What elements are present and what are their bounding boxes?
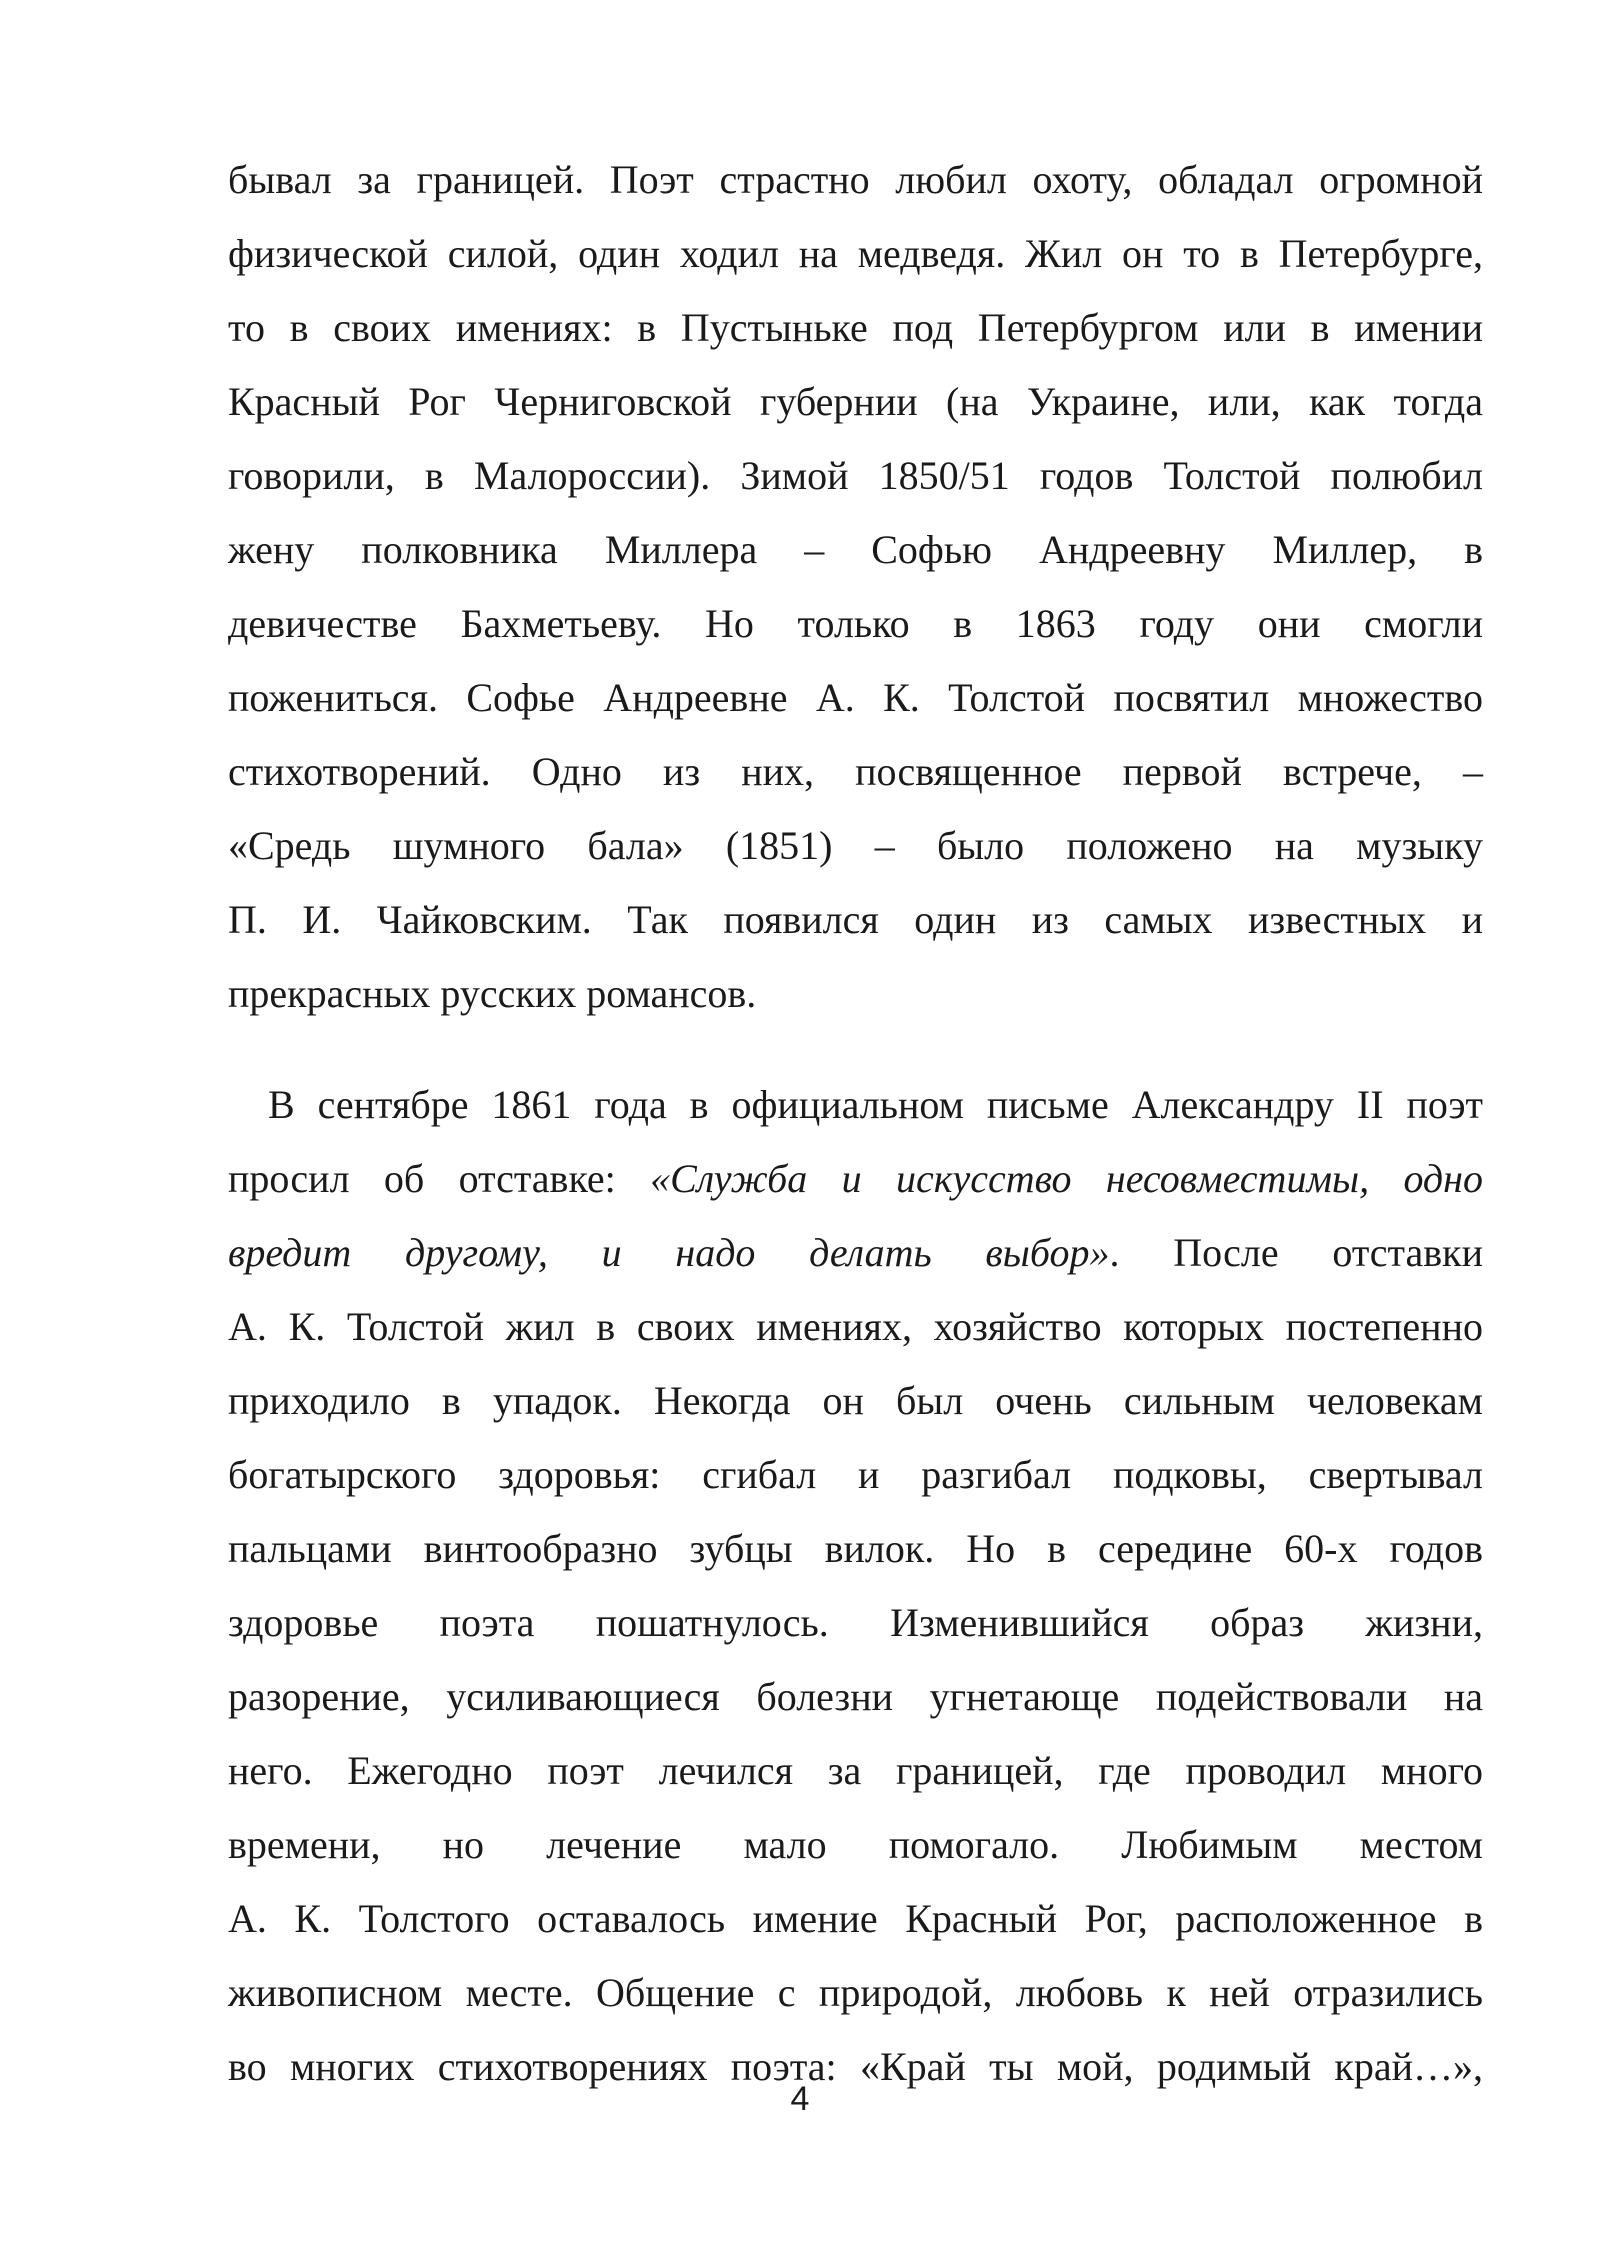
text-line: живописном месте. Общение с природой, любовь к ней отразились [228, 1970, 1483, 2015]
text-line: времени, но лечение мало помогало. Любимым местом [228, 1822, 1483, 1867]
text-fragment: просил об отставке: [228, 1156, 651, 1201]
text-line-with-quote [228, 1216, 1483, 1290]
text-line: здоровье поэта пошатнулось. Изменившийся образ жизни, [228, 1600, 1483, 1645]
text-line: девичестве Бахметьеву. Но только в 1863 году они смогли [228, 601, 1483, 646]
text-line: физической силой, один ходил на медведя. Жил он то в Петербурге, [228, 231, 1483, 276]
text-line: «Средь шумного бала» (1851) – было положено на музыку [228, 823, 1483, 868]
text-line: пальцами винтообразно зубцы вилок. Но в середине 60-х годов [228, 1526, 1483, 1571]
text-line: во многих стихотворениях поэта: «Край ты мой, родимый край…», [228, 2044, 1483, 2089]
text-line: богатырского здоровья: сгибал и разгибал подковы, свертывал [228, 1452, 1483, 1497]
text-line: приходило в упадок. Некогда он был очень сильным человекам [228, 1378, 1483, 1423]
text-line: пожениться. Софье Андреевне А. К. Толстой посвятил множество [228, 675, 1483, 720]
text-line: П. И. Чайковским. Так появился один из самых известных и [228, 897, 1483, 942]
text-line: него. Ежегодно поэт лечился за границей, где проводил много [228, 1748, 1483, 1793]
quote-italic: «Служба и искусство несовместимы, одно [650, 1156, 1483, 1201]
text-line: жену полковника Миллера – Софью Андреевну Миллер, в [228, 527, 1483, 572]
text-line: прекрасных русских романсов. [228, 971, 757, 1016]
text-line: В сентябре 1861 года в официальном письме Александру II поэт [268, 1082, 1483, 1127]
text-line: говорили, в Малороссии). Зимой 1850/51 годов Толстой полюбил [228, 453, 1483, 498]
text-line: то в своих имениях: в Пустыньке под Петербургом или в имении [228, 305, 1483, 350]
text-line: бывал за границей. Поэт страстно любил охоту, обладал огромной [228, 157, 1483, 202]
text-line: А. К. Толстого оставалось имение Красный Рог, расположенное в [228, 1896, 1483, 1941]
page-number: 4 [790, 2080, 810, 2118]
text-fragment: . После отставки [1109, 1230, 1483, 1275]
quote-italic: вредит другому, и надо делать выбор» [228, 1230, 1110, 1275]
text-line: разорение, усиливающиеся болезни угнетающе подействовали на [228, 1674, 1483, 1719]
text-line: Красный Рог Черниговской губернии (на Украине, или, как тогда [228, 379, 1483, 424]
text-line: стихотворений. Одно из них, посвященное первой встрече, – [228, 749, 1483, 794]
paragraph-2 [228, 1068, 1483, 2104]
paragraph-1 [228, 143, 1483, 1031]
text-line-with-quote [228, 1142, 1483, 1216]
text-line: А. К. Толстой жил в своих имениях, хозяйство которых постепенно [228, 1304, 1483, 1349]
